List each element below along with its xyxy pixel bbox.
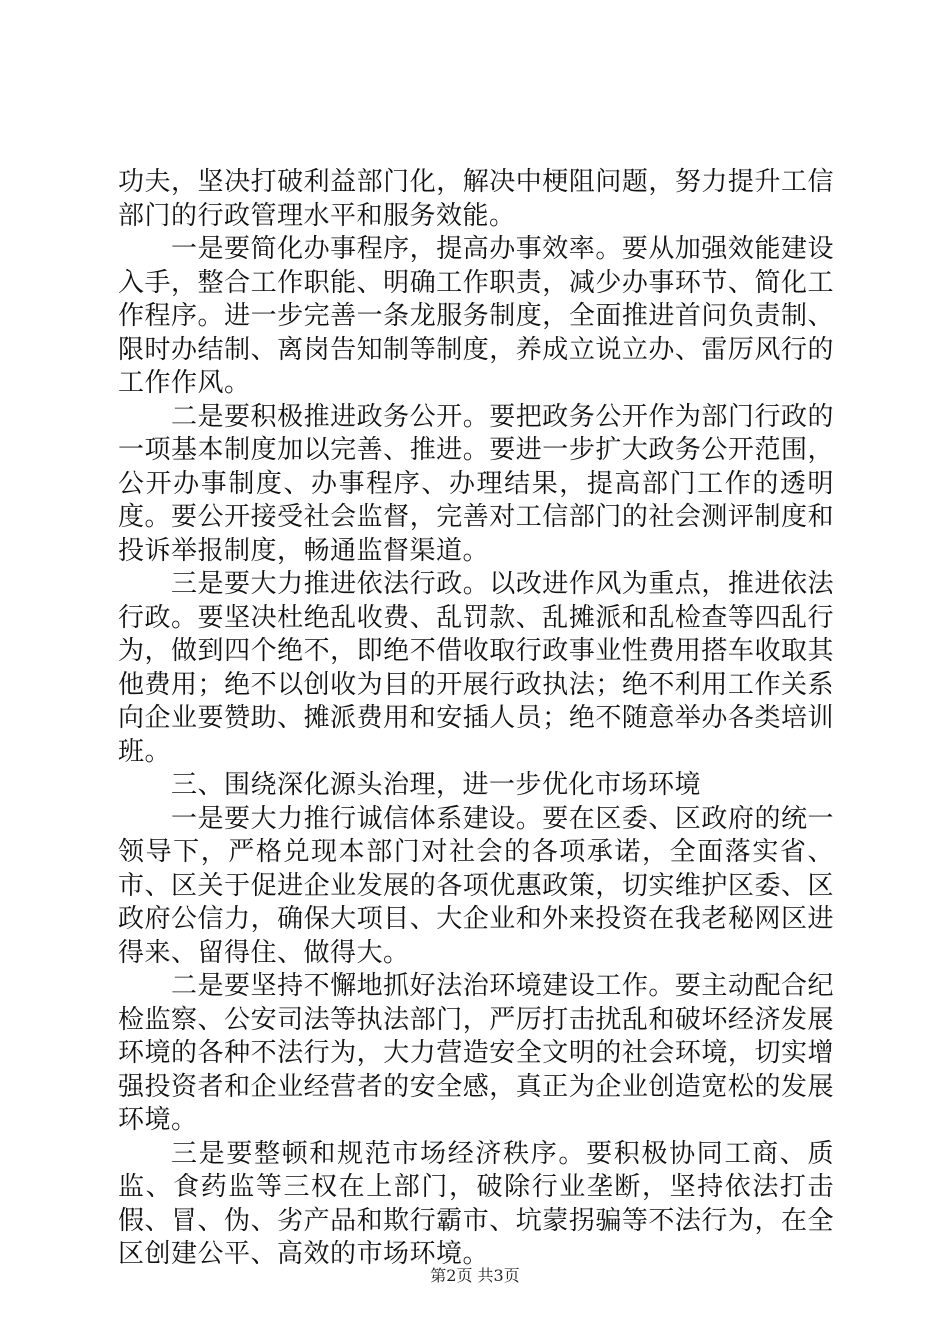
- paragraph-rule-of-law-administration: 三是要大力推进依法行政。以改进作风为重点，推进依法行政。要坚决杜绝乱收费、乱罚款、乱摊派和乱检查等四乱行为，做到四个绝不，即绝不借收取行政事业性费用搭车收取其他费用；绝不以创收为目的开展行政执法；绝不利用工作关系向企业要赞助、摊派费用和安插人员；绝不随意举办各类培训班。: [118, 569, 834, 767]
- page-footer: [0, 1266, 950, 1286]
- paragraph-simplify-procedures: 一是要简化办事程序，提高办事效率。要从加强效能建设入手，整合工作职能、明确工作职责，减少办事环节、简化工作程序。进一步完善一条龙服务制度，全面推进首问负责制、限时办结制、离岗告知制等制度，养成立说立办、雷厉风行的工作作风。: [118, 234, 834, 398]
- paragraph-government-transparency: 二是要积极推进政务公开。要把政务公开作为部门行政的一项基本制度加以完善、推进。要进一步扩大政务公开范围，公开办事制度、办事程序、办理结果，提高部门工作的透明度。要公开接受社会监督，完善对工信部门的社会测评制度和投诉举报制度，畅通监督渠道。: [118, 401, 834, 566]
- paragraph-credit-system: 一是要大力推行诚信体系建设。要在区委、区政府的统一领导下，严格兑现本部门对社会的各项承诺，全面落实省、市、区关于促进企业发展的各项优惠政策，切实维护区委、区政府公信力，确保大项目、大企业和外来投资在我老秘网区进得来、留得住、做得大。: [118, 803, 834, 968]
- paragraph-legal-environment: 二是要坚持不懈地抓好法治环境建设工作。要主动配合纪检监察、公安司法等执法部门，严厉打击扰乱和破坏经济发展环境的各种不法行为，大力营造安全文明的社会环境，切实增强投资者和企业经营者的安全感，真正为企业创造宽松的发展环境。: [118, 971, 834, 1135]
- paragraph-continuation: 功夫，坚决打破利益部门化，解决中梗阻问题，努力提升工信部门的行政管理水平和服务效能。: [118, 167, 834, 231]
- section-heading-market-environment: 三、围绕深化源头治理，进一步优化市场环境: [171, 770, 702, 800]
- page-number-label: 第2页 共3页: [430, 1266, 520, 1285]
- document-body: [118, 166, 834, 1272]
- paragraph-market-order: 三是要整顿和规范市场经济秩序。要积极协同工商、质监、食药监等三权在上部门，破除行业垄断，坚持依法打击假、冒、伪、劣产品和欺行霸市、坑蒙拐骗等不法行为，在全区创建公平、高效的市场环境。: [118, 1138, 834, 1269]
